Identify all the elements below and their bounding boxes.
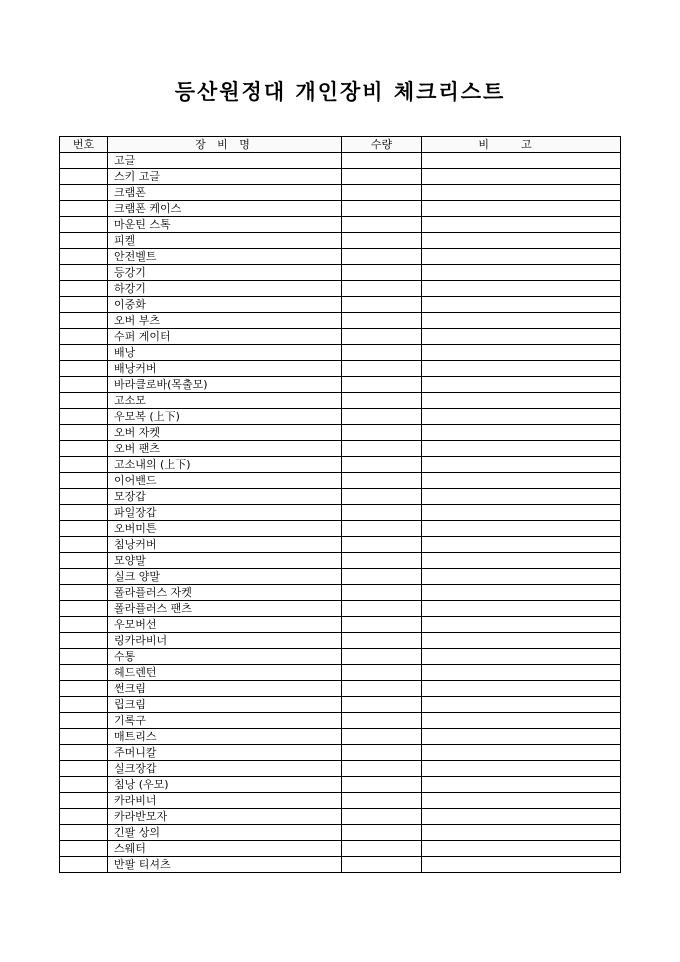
quantity-cell[interactable]: [342, 377, 422, 393]
quantity-cell[interactable]: [342, 153, 422, 169]
quantity-cell[interactable]: [342, 361, 422, 377]
quantity-cell[interactable]: [342, 553, 422, 569]
note-cell[interactable]: [422, 633, 621, 649]
number-cell[interactable]: [60, 393, 108, 409]
quantity-cell[interactable]: [342, 761, 422, 777]
note-cell[interactable]: [422, 489, 621, 505]
number-cell[interactable]: [60, 857, 108, 873]
quantity-cell[interactable]: [342, 233, 422, 249]
quantity-cell[interactable]: [342, 825, 422, 841]
quantity-cell[interactable]: [342, 489, 422, 505]
number-cell[interactable]: [60, 777, 108, 793]
equipment-name-cell: 배낭커버: [108, 361, 342, 377]
equipment-name-cell: 안전벨트: [108, 249, 342, 265]
number-cell[interactable]: [60, 745, 108, 761]
note-cell[interactable]: [422, 761, 621, 777]
note-cell[interactable]: [422, 169, 621, 185]
quantity-cell[interactable]: [342, 617, 422, 633]
table-row: [60, 345, 621, 361]
table-row: [60, 233, 621, 249]
equipment-name-cell: 파일장갑: [108, 505, 342, 521]
note-cell[interactable]: [422, 585, 621, 601]
note-cell[interactable]: [422, 345, 621, 361]
table-row: [60, 617, 621, 633]
note-cell[interactable]: [422, 329, 621, 345]
number-cell[interactable]: [60, 825, 108, 841]
header-row: [60, 137, 621, 153]
table-row: [60, 409, 621, 425]
quantity-cell[interactable]: [342, 185, 422, 201]
equipment-name-cell: 오버미튼: [108, 521, 342, 537]
table-row: [60, 793, 621, 809]
note-cell[interactable]: [422, 441, 621, 457]
table-row: [60, 809, 621, 825]
quantity-cell[interactable]: [342, 793, 422, 809]
equipment-name-cell: 립크림: [108, 697, 342, 713]
table-row: [60, 585, 621, 601]
note-cell[interactable]: [422, 409, 621, 425]
table-row: [60, 569, 621, 585]
header-number: 번호: [60, 137, 108, 153]
quantity-cell[interactable]: [342, 841, 422, 857]
quantity-cell[interactable]: [342, 409, 422, 425]
note-cell[interactable]: [422, 425, 621, 441]
quantity-cell[interactable]: [342, 297, 422, 313]
number-cell[interactable]: [60, 377, 108, 393]
equipment-name-cell: 모양말: [108, 553, 342, 569]
table-row: [60, 473, 621, 489]
number-cell[interactable]: [60, 761, 108, 777]
number-cell[interactable]: [60, 441, 108, 457]
note-cell[interactable]: [422, 201, 621, 217]
note-cell[interactable]: [422, 537, 621, 553]
number-cell[interactable]: [60, 297, 108, 313]
table-row: [60, 505, 621, 521]
note-cell[interactable]: [422, 217, 621, 233]
table-row: [60, 521, 621, 537]
equipment-checklist-table: [59, 136, 621, 873]
quantity-cell[interactable]: [342, 345, 422, 361]
number-cell[interactable]: [60, 409, 108, 425]
equipment-name-cell: 고소내의 (上下): [108, 457, 342, 473]
table-row: [60, 761, 621, 777]
equipment-name-cell: 실크장갑: [108, 761, 342, 777]
note-cell[interactable]: [422, 681, 621, 697]
table-row: [60, 457, 621, 473]
number-cell[interactable]: [60, 505, 108, 521]
quantity-cell[interactable]: [342, 249, 422, 265]
number-cell[interactable]: [60, 425, 108, 441]
number-cell[interactable]: [60, 569, 108, 585]
number-cell[interactable]: [60, 841, 108, 857]
table-row: [60, 729, 621, 745]
equipment-name-cell: 스키 고글: [108, 169, 342, 185]
equipment-name-cell: 모장갑: [108, 489, 342, 505]
number-cell[interactable]: [60, 313, 108, 329]
equipment-name-cell: 실크 양말: [108, 569, 342, 585]
equipment-name-cell: 피켈: [108, 233, 342, 249]
quantity-cell[interactable]: [342, 809, 422, 825]
note-cell[interactable]: [422, 185, 621, 201]
equipment-name-cell: 배낭: [108, 345, 342, 361]
equipment-name-cell: 폴라플러스 팬츠: [108, 601, 342, 617]
equipment-name-cell: 우모복 (上下): [108, 409, 342, 425]
table-row: [60, 681, 621, 697]
note-cell[interactable]: [422, 569, 621, 585]
table-row: [60, 857, 621, 873]
number-cell[interactable]: [60, 185, 108, 201]
table-row: [60, 153, 621, 169]
quantity-cell[interactable]: [342, 329, 422, 345]
document-title: 등산원정대 개인장비 체크리스트: [174, 79, 506, 104]
note-cell[interactable]: [422, 457, 621, 473]
number-cell[interactable]: [60, 537, 108, 553]
note-cell[interactable]: [422, 841, 621, 857]
note-cell[interactable]: [422, 697, 621, 713]
equipment-name-cell: 기록구: [108, 713, 342, 729]
number-cell[interactable]: [60, 585, 108, 601]
equipment-name-cell: 마운틴 스톡: [108, 217, 342, 233]
table-row: [60, 393, 621, 409]
quantity-cell[interactable]: [342, 697, 422, 713]
quantity-cell[interactable]: [342, 393, 422, 409]
note-cell[interactable]: [422, 745, 621, 761]
table-row: [60, 777, 621, 793]
number-cell[interactable]: [60, 681, 108, 697]
quantity-cell[interactable]: [342, 857, 422, 873]
quantity-cell[interactable]: [342, 681, 422, 697]
note-cell[interactable]: [422, 313, 621, 329]
equipment-name-cell: 고글: [108, 153, 342, 169]
number-cell[interactable]: [60, 793, 108, 809]
quantity-cell[interactable]: [342, 745, 422, 761]
note-cell[interactable]: [422, 377, 621, 393]
quantity-cell[interactable]: [342, 281, 422, 297]
equipment-name-cell: 침낭커버: [108, 537, 342, 553]
quantity-cell[interactable]: [342, 201, 422, 217]
equipment-name-cell: 반팔 티셔츠: [108, 857, 342, 873]
quantity-cell[interactable]: [342, 649, 422, 665]
number-cell[interactable]: [60, 489, 108, 505]
table-row: [60, 537, 621, 553]
equipment-name-cell: 매트리스: [108, 729, 342, 745]
note-cell[interactable]: [422, 713, 621, 729]
table-row: [60, 665, 621, 681]
quantity-cell[interactable]: [342, 633, 422, 649]
equipment-name-cell: 수통: [108, 649, 342, 665]
note-cell[interactable]: [422, 777, 621, 793]
note-cell[interactable]: [422, 233, 621, 249]
note-cell[interactable]: [422, 665, 621, 681]
table-row: [60, 601, 621, 617]
number-cell[interactable]: [60, 665, 108, 681]
number-cell[interactable]: [60, 553, 108, 569]
equipment-name-cell: 하강기: [108, 281, 342, 297]
number-cell[interactable]: [60, 249, 108, 265]
checklist-body: [60, 153, 621, 873]
number-cell[interactable]: [60, 633, 108, 649]
quantity-cell[interactable]: [342, 569, 422, 585]
note-cell[interactable]: [422, 297, 621, 313]
quantity-cell[interactable]: [342, 521, 422, 537]
number-cell[interactable]: [60, 617, 108, 633]
number-cell[interactable]: [60, 473, 108, 489]
quantity-cell[interactable]: [342, 169, 422, 185]
equipment-name-cell: 긴팔 상의: [108, 825, 342, 841]
header-quantity: 수량: [342, 137, 422, 153]
quantity-cell[interactable]: [342, 457, 422, 473]
note-cell[interactable]: [422, 601, 621, 617]
quantity-cell[interactable]: [342, 441, 422, 457]
quantity-cell[interactable]: [342, 505, 422, 521]
quantity-cell[interactable]: [342, 313, 422, 329]
table-row: [60, 697, 621, 713]
equipment-name-cell: 헤드렌턴: [108, 665, 342, 681]
table-row: [60, 425, 621, 441]
equipment-name-cell: 오버 자켓: [108, 425, 342, 441]
number-cell[interactable]: [60, 217, 108, 233]
equipment-name-cell: 주머니칼: [108, 745, 342, 761]
note-cell[interactable]: [422, 617, 621, 633]
equipment-name-cell: 오버 부츠: [108, 313, 342, 329]
number-cell[interactable]: [60, 169, 108, 185]
equipment-name-cell: 카라반모자: [108, 809, 342, 825]
equipment-name-cell: 이어밴드: [108, 473, 342, 489]
equipment-name-cell: 수퍼 게이터: [108, 329, 342, 345]
table-row: [60, 265, 621, 281]
number-cell[interactable]: [60, 729, 108, 745]
number-cell[interactable]: [60, 521, 108, 537]
equipment-name-cell: 고소모: [108, 393, 342, 409]
note-cell[interactable]: [422, 857, 621, 873]
number-cell[interactable]: [60, 361, 108, 377]
table-row: [60, 633, 621, 649]
note-cell[interactable]: [422, 729, 621, 745]
table-row: [60, 841, 621, 857]
quantity-cell[interactable]: [342, 601, 422, 617]
number-cell[interactable]: [60, 457, 108, 473]
note-cell[interactable]: [422, 473, 621, 489]
table-row: [60, 201, 621, 217]
quantity-cell[interactable]: [342, 665, 422, 681]
number-cell[interactable]: [60, 153, 108, 169]
quantity-cell[interactable]: [342, 217, 422, 233]
number-cell[interactable]: [60, 329, 108, 345]
note-cell[interactable]: [422, 153, 621, 169]
note-cell[interactable]: [422, 505, 621, 521]
equipment-name-cell: 오버 팬츠: [108, 441, 342, 457]
table-row: [60, 649, 621, 665]
table-row: [60, 329, 621, 345]
note-cell[interactable]: [422, 249, 621, 265]
header-note: 비고: [422, 137, 621, 153]
note-cell[interactable]: [422, 809, 621, 825]
equipment-name-cell: 링카라비너: [108, 633, 342, 649]
equipment-name-cell: 이중화: [108, 297, 342, 313]
note-cell[interactable]: [422, 393, 621, 409]
number-cell[interactable]: [60, 649, 108, 665]
note-cell[interactable]: [422, 825, 621, 841]
number-cell[interactable]: [60, 713, 108, 729]
note-cell[interactable]: [422, 553, 621, 569]
table-row: [60, 185, 621, 201]
table-row: [60, 217, 621, 233]
table-row: [60, 553, 621, 569]
table-row: [60, 313, 621, 329]
table-row: [60, 441, 621, 457]
note-cell[interactable]: [422, 281, 621, 297]
equipment-name-cell: 크램폰 케이스: [108, 201, 342, 217]
quantity-cell[interactable]: [342, 713, 422, 729]
table-row: [60, 489, 621, 505]
note-cell[interactable]: [422, 361, 621, 377]
table-row: [60, 825, 621, 841]
quantity-cell[interactable]: [342, 729, 422, 745]
quantity-cell[interactable]: [342, 425, 422, 441]
quantity-cell[interactable]: [342, 585, 422, 601]
note-cell[interactable]: [422, 649, 621, 665]
table-row: [60, 377, 621, 393]
quantity-cell[interactable]: [342, 473, 422, 489]
number-cell[interactable]: [60, 265, 108, 281]
table-row: [60, 361, 621, 377]
note-cell[interactable]: [422, 793, 621, 809]
number-cell[interactable]: [60, 345, 108, 361]
equipment-name-cell: 스웨터: [108, 841, 342, 857]
equipment-name-cell: 카라비너: [108, 793, 342, 809]
table-row: [60, 297, 621, 313]
quantity-cell[interactable]: [342, 537, 422, 553]
table-row: [60, 169, 621, 185]
number-cell[interactable]: [60, 201, 108, 217]
equipment-name-cell: 폴라플러스 자켓: [108, 585, 342, 601]
equipment-name-cell: 등강기: [108, 265, 342, 281]
table-row: [60, 713, 621, 729]
equipment-name-cell: 바라클로바(목출모): [108, 377, 342, 393]
table-row: [60, 249, 621, 265]
number-cell[interactable]: [60, 281, 108, 297]
equipment-name-cell: 침낭 (우모): [108, 777, 342, 793]
note-cell[interactable]: [422, 521, 621, 537]
header-equipment-name: 장 비 명: [108, 137, 342, 153]
number-cell[interactable]: [60, 697, 108, 713]
number-cell[interactable]: [60, 809, 108, 825]
number-cell[interactable]: [60, 233, 108, 249]
number-cell[interactable]: [60, 601, 108, 617]
equipment-name-cell: 우모버선: [108, 617, 342, 633]
equipment-name-cell: 크램폰: [108, 185, 342, 201]
quantity-cell[interactable]: [342, 777, 422, 793]
table-row: [60, 281, 621, 297]
quantity-cell[interactable]: [342, 265, 422, 281]
equipment-name-cell: 썬크림: [108, 681, 342, 697]
table-row: [60, 745, 621, 761]
note-cell[interactable]: [422, 265, 621, 281]
